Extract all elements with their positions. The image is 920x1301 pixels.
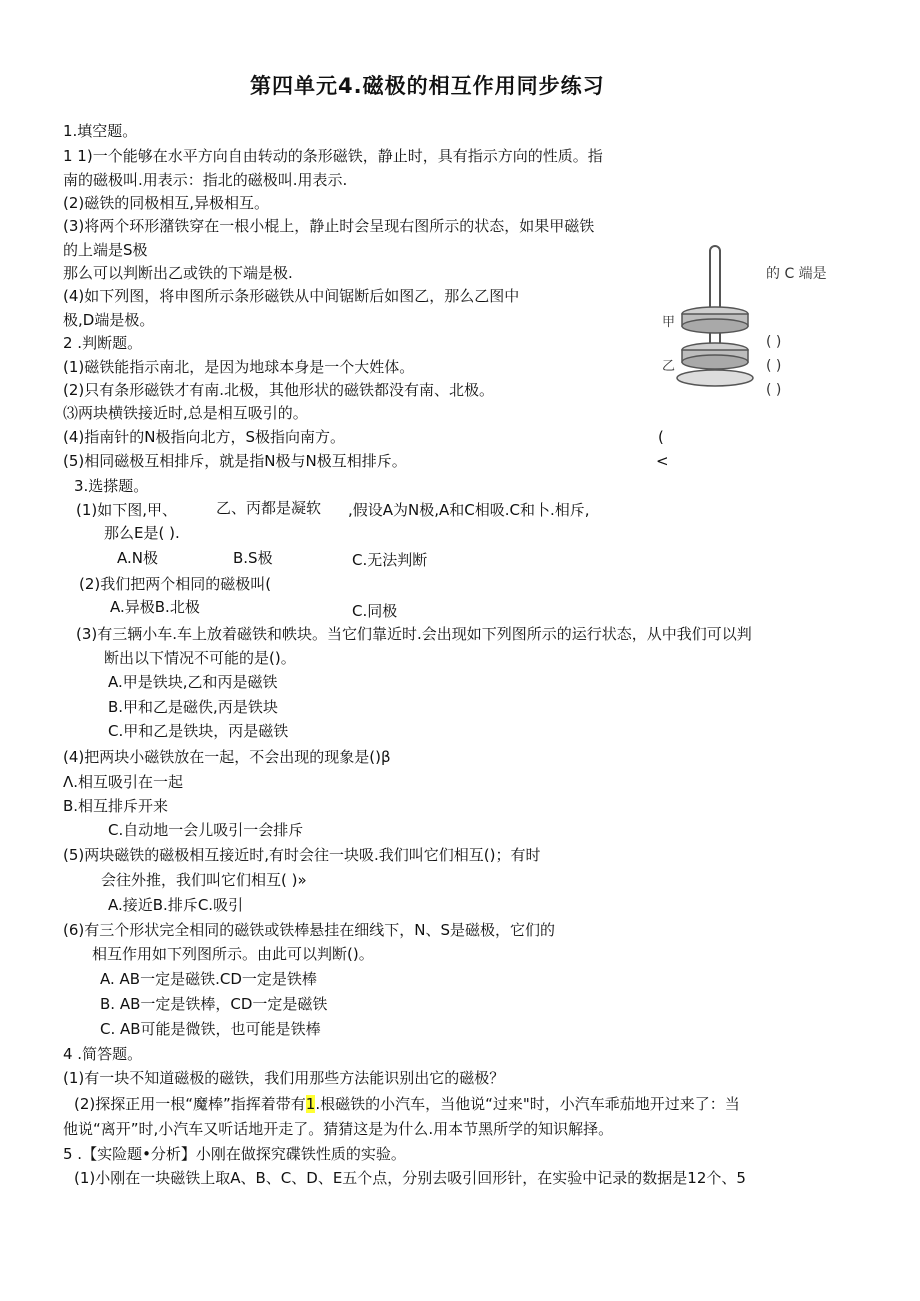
question-line: (5)两块磁铁的磁极相互接近时,有时会往一块吸.我们叫它们相互()；有时 xyxy=(63,846,541,864)
option: C. AB可能是微铁，也可能是铁棒 xyxy=(100,1020,321,1038)
option: A.甲是铁块,乙和丙是磁铁 xyxy=(108,673,278,691)
answer-mark: ( xyxy=(658,428,664,446)
question-line: (4)如下列图，将申图所示条形磁铁从中间锯断后如图乙，那么乙图中 xyxy=(63,287,520,305)
section-2-heading: 2 .判断题。 xyxy=(63,334,143,352)
option: C.无法判断 xyxy=(352,551,428,569)
answer-blank: ( ) xyxy=(766,334,782,350)
section-1-heading: 1.填空题。 xyxy=(63,122,138,140)
question-line: 断出以下情况不可能的是()。 xyxy=(104,649,296,667)
section-4-heading: 4 .简答题。 xyxy=(63,1045,143,1063)
option: A.接近B.排斥C.吸引 xyxy=(108,896,244,914)
ring-magnet-figure xyxy=(660,240,860,410)
page-title: 第四单元4.磁极的相互作用同步练习 xyxy=(250,74,605,98)
question-line: (2)只有条形磁铁才有南.北极，其他形状的磁铁都没有南、北极。 xyxy=(63,381,495,399)
question-text: .根磁铁的小汽车，当他说“过来"时，小汽车乖茄地开过来了：当 xyxy=(315,1095,740,1113)
question-line: (6)有三个形状完全相同的磁铁或铁棒悬挂在细线下，N、S是磁极，它们的 xyxy=(63,921,555,939)
question-line: 那么E是( ). xyxy=(104,524,180,542)
question-line: 相互作用如下列图所示。由此可以判断()。 xyxy=(92,945,374,963)
option: A.异极B.北极 xyxy=(110,598,200,616)
option: C.自动地一会儿吸引一会排斥 xyxy=(108,821,304,839)
option: B.甲和乙是磁佚,丙是铁块 xyxy=(108,698,278,716)
question-line: (2)磁铁的同极相互,异极相互。 xyxy=(63,194,270,212)
base-shape xyxy=(677,370,753,386)
section-5-heading: 5 .【实险题•分析】小刚在做探究碟铁性质的实验。 xyxy=(63,1145,406,1163)
option: A. AB一定是磁铁.CD一定是铁棒 xyxy=(100,970,317,988)
question-line: 极,D端是极。 xyxy=(63,311,155,329)
option: Λ.相互吸引在一起 xyxy=(63,773,184,791)
option: A.N极 xyxy=(117,549,158,567)
answer-mark: < xyxy=(656,452,669,470)
question-line: (1)如下图,甲、 xyxy=(76,501,178,519)
answer-blank: ( ) xyxy=(766,358,782,374)
section-3-heading: 3.选搽题。 xyxy=(74,477,149,495)
option: B.S极 xyxy=(233,549,273,567)
question-line: 他说“离开”时,小汽车又听话地开走了。猜猜这是为什么.用本节黑所学的知识解择。 xyxy=(63,1120,614,1138)
question-line: ⑶两块横铁接近时,总是相互吸引的。 xyxy=(63,404,308,422)
question-line: (3)将两个环形潴铁穿在一根小棍上，静止时会呈现右图所示的状态，如果甲磁铁 xyxy=(63,217,595,235)
question-line: 乙、丙都是凝软 xyxy=(216,499,322,517)
question-line: ,假设A为N极,A和C相吸.C和卜.相斥, xyxy=(348,501,590,519)
question-line: (5)相同磁极互相排斥，就是指N极与N极互相排斥。 xyxy=(63,452,407,470)
question-line: (2)我们把两个相同的磁极叫( xyxy=(79,575,272,593)
question-line: 南的磁极叫.用表示：指北的磁极叫.用表示. xyxy=(63,171,348,189)
label-c-end: 的 C 端是 xyxy=(766,266,827,282)
question-line: (3)有三辆小车.车上放着磁铁和帙块。当它们靠近时.会出现如下列图所示的运行状态，从中我们可以判 xyxy=(76,625,752,643)
option: C.同极 xyxy=(352,602,398,620)
question-line: 那么可以判断出乙或铁的下端是极. xyxy=(63,264,293,282)
ring-jia-bottom xyxy=(682,319,748,333)
option: C.甲和乙是铁块，丙是磁铁 xyxy=(108,722,289,740)
question-line: 1 1)一个能够在水平方向自由转动的条形磁铁，静止时，具有指示方向的性质。指 xyxy=(63,147,603,165)
label-yi: 乙 xyxy=(662,359,676,374)
question-line: (1)磁铁能指示南北，是因为地球本身是一个大姓体。 xyxy=(63,358,415,376)
question-line: 的上端是S极 xyxy=(63,241,148,259)
option: B.相互排斥开来 xyxy=(63,797,169,815)
question-line: (1)小刚在一块磁铁上取A、B、C、D、E五个点，分别去吸引回形针，在实验中记录的数据是12个、5 xyxy=(74,1169,746,1187)
highlighted-text: 1 xyxy=(305,1095,316,1113)
ring-magnet-drawing xyxy=(660,240,860,410)
option: B. AB一定是铁棒，CD一定是磁铁 xyxy=(100,995,328,1013)
question-line: (4)指南针的N极指向北方，S极指向南方。 xyxy=(63,428,345,446)
question-line: (1)有一块不知道磁极的磁铁，我们用那些方法能识别出它的磁极？ xyxy=(63,1069,505,1087)
question-line: (4)把两块小磁铁放在一起，不会出现的现象是()β xyxy=(63,748,391,766)
answer-blank: ( ) xyxy=(766,382,782,398)
ring-yi-bottom xyxy=(682,355,748,369)
question-line: 会往外推，我们叫它们相互( )» xyxy=(101,871,307,889)
label-jia: 甲 xyxy=(662,315,676,330)
question-text: (2)探探正用一根“魔棒”指挥着带有 xyxy=(74,1095,306,1113)
question-line xyxy=(74,1094,740,1114)
